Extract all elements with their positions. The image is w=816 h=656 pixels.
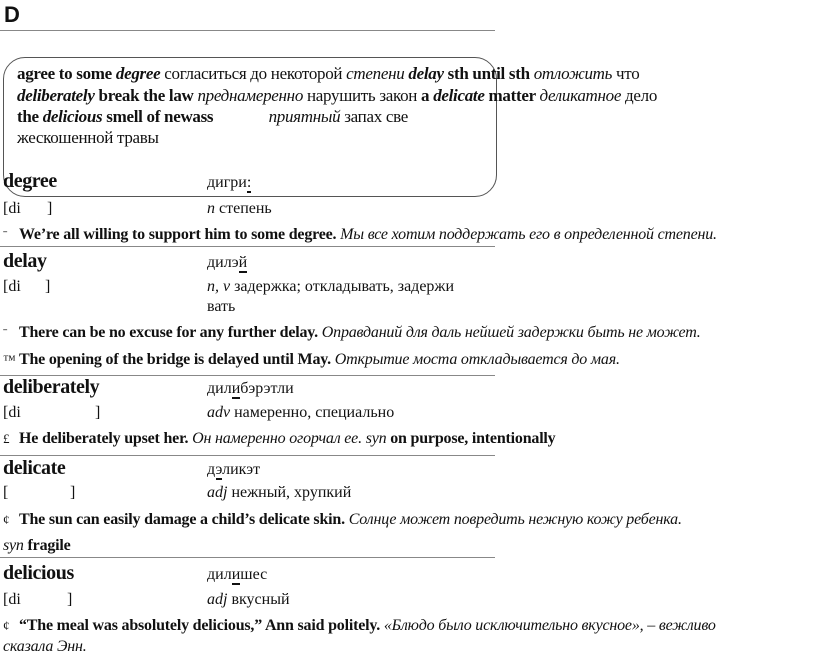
pron-text: ликэт: [222, 461, 261, 478]
bullet-icon: £: [3, 431, 10, 446]
headword: delicate: [3, 457, 66, 479]
example-ru-cont: сказала Энн.: [3, 638, 87, 655]
collocation-segment: нарушить закон: [303, 86, 422, 105]
pron-stress: й: [238, 254, 248, 271]
definition: [207, 278, 454, 296]
transcription-close: ]: [47, 200, 53, 217]
pron-text: дилэ: [207, 254, 239, 271]
section-letter: D: [4, 2, 20, 27]
divider: [0, 557, 495, 558]
pron-text: бэрэтли: [240, 380, 294, 397]
example: [3, 351, 620, 369]
example: [3, 226, 717, 244]
example-ru: Солнце может повредить нежную кожу ребенка.: [344, 511, 682, 528]
pronunciation: [207, 174, 251, 192]
transcription-open: [di: [3, 404, 21, 421]
pron-text: дил: [207, 380, 232, 397]
part-of-speech: n: [207, 200, 215, 217]
example: [3, 324, 701, 342]
pron-stress: и: [231, 380, 241, 397]
collocation-segment: степени: [346, 64, 409, 83]
collocation-segment: дело: [621, 86, 658, 105]
pron-stress: и: [231, 566, 241, 583]
collocation-segment: жескошенной травы: [17, 128, 159, 147]
pronunciation: [207, 254, 247, 272]
headword: deliberately: [3, 376, 100, 398]
part-of-speech: adv: [207, 404, 231, 421]
syn-label: syn: [3, 537, 24, 554]
pron-text: д: [207, 461, 216, 478]
collocation-segment: запах све: [340, 107, 408, 126]
definition-cont: вать: [207, 298, 236, 315]
headword: delicious: [3, 562, 74, 584]
pron-stress: э: [215, 461, 223, 478]
bullet-icon: ˉ: [3, 325, 8, 340]
synonym-line: [3, 537, 71, 555]
collocation-segment: agree to some: [17, 64, 116, 83]
collocation-segment: delicate: [433, 86, 485, 105]
collocation-segment: matter: [484, 86, 540, 105]
pron-stress: :: [246, 174, 252, 191]
headword: degree: [3, 170, 57, 192]
definition: [207, 404, 394, 422]
example-en: “The meal was absolutely delicious,” Ann said politely.: [19, 617, 381, 634]
headword: delay: [3, 250, 47, 272]
meaning: задержка; откладывать, задержи: [230, 278, 455, 295]
meaning: нежный, хрупкий: [227, 484, 352, 501]
collocation-segment: delay: [408, 64, 444, 83]
bullet-icon: ¢: [3, 512, 10, 527]
divider: [0, 30, 495, 31]
collocation-segment: отложить: [533, 64, 613, 83]
synonyms: fragile: [23, 537, 71, 554]
collocation-segment: что: [612, 64, 640, 83]
example-ru: Мы все хотим поддержать его в определенной степени.: [336, 226, 717, 243]
transcription-close: ]: [95, 404, 101, 421]
pronunciation: [207, 566, 267, 584]
collocation-segment: degree: [115, 64, 161, 83]
example-en: There can be no excuse for any further delay.: [19, 324, 318, 341]
example-en: We’re all willing to support him to some degree.: [19, 226, 337, 243]
transcription-open: [di: [3, 278, 21, 295]
definition: [207, 484, 351, 502]
bullet-icon: ™: [3, 352, 16, 367]
divider: [0, 246, 495, 247]
collocation-segment: the: [17, 107, 43, 126]
definition: [207, 200, 272, 218]
example: [3, 617, 716, 635]
bullet-icon: ˉ: [3, 227, 8, 242]
transcription-open: [di: [3, 200, 21, 217]
transcription-close: ]: [70, 484, 76, 501]
transcription-close: ]: [45, 278, 51, 295]
collocation-segment: согласиться до некоторой: [160, 64, 347, 83]
example-ru: Он намеренно огорчал ее.: [188, 430, 366, 447]
example-ru: «Блюдо было исключительно вкусное», – вежливо: [380, 617, 716, 634]
example-ru: Оправданий для даль нейшей задержки быть не может.: [318, 324, 701, 341]
collocation-line: [17, 128, 159, 148]
definition: [207, 591, 290, 609]
example-en: He deliberately upset her.: [19, 430, 189, 447]
transcription-open: [di: [3, 591, 21, 608]
syn-label: syn: [365, 430, 387, 447]
meaning: степень: [215, 200, 272, 217]
collocation-segment: [213, 107, 268, 126]
example-en: The opening of the bridge is delayed until May.: [19, 351, 331, 368]
collocation-segment: break the law: [94, 86, 198, 105]
collocation-segment: deliberately: [17, 86, 95, 105]
collocation-segment: приятный: [268, 107, 341, 126]
pron-text: дигри: [207, 174, 247, 191]
collocation-segment: delicious: [42, 107, 103, 126]
part-of-speech: adj: [207, 591, 228, 608]
part-of-speech: n, v: [207, 278, 231, 295]
collocation-segment: преднамеренно: [197, 86, 304, 105]
meaning: намеренно, специально: [230, 404, 395, 421]
collocation-segment: деликатное: [539, 86, 622, 105]
transcription-open: [: [3, 484, 9, 501]
collocation-line: [17, 64, 639, 84]
synonyms: on purpose, intentionally: [386, 430, 556, 447]
example-ru: Открытие моста откладывается до мая.: [330, 351, 620, 368]
meaning: вкусный: [227, 591, 290, 608]
collocation-segment: sth until sth: [443, 64, 534, 83]
example: [3, 430, 555, 448]
transcription-close: ]: [67, 591, 73, 608]
collocation-line: [17, 107, 408, 127]
collocation-line: [17, 86, 657, 106]
example: [3, 511, 682, 529]
pronunciation: [207, 380, 294, 398]
pron-text: дил: [207, 566, 232, 583]
bullet-icon: ¢: [3, 618, 10, 633]
divider: [0, 455, 495, 456]
pron-text: шес: [240, 566, 268, 583]
example-en: The sun can easily damage a child’s delicate skin.: [19, 511, 345, 528]
collocation-segment: a: [421, 86, 434, 105]
pronunciation: [207, 461, 260, 479]
collocation-segment: smell of newass: [102, 107, 214, 126]
part-of-speech: adj: [207, 484, 228, 501]
